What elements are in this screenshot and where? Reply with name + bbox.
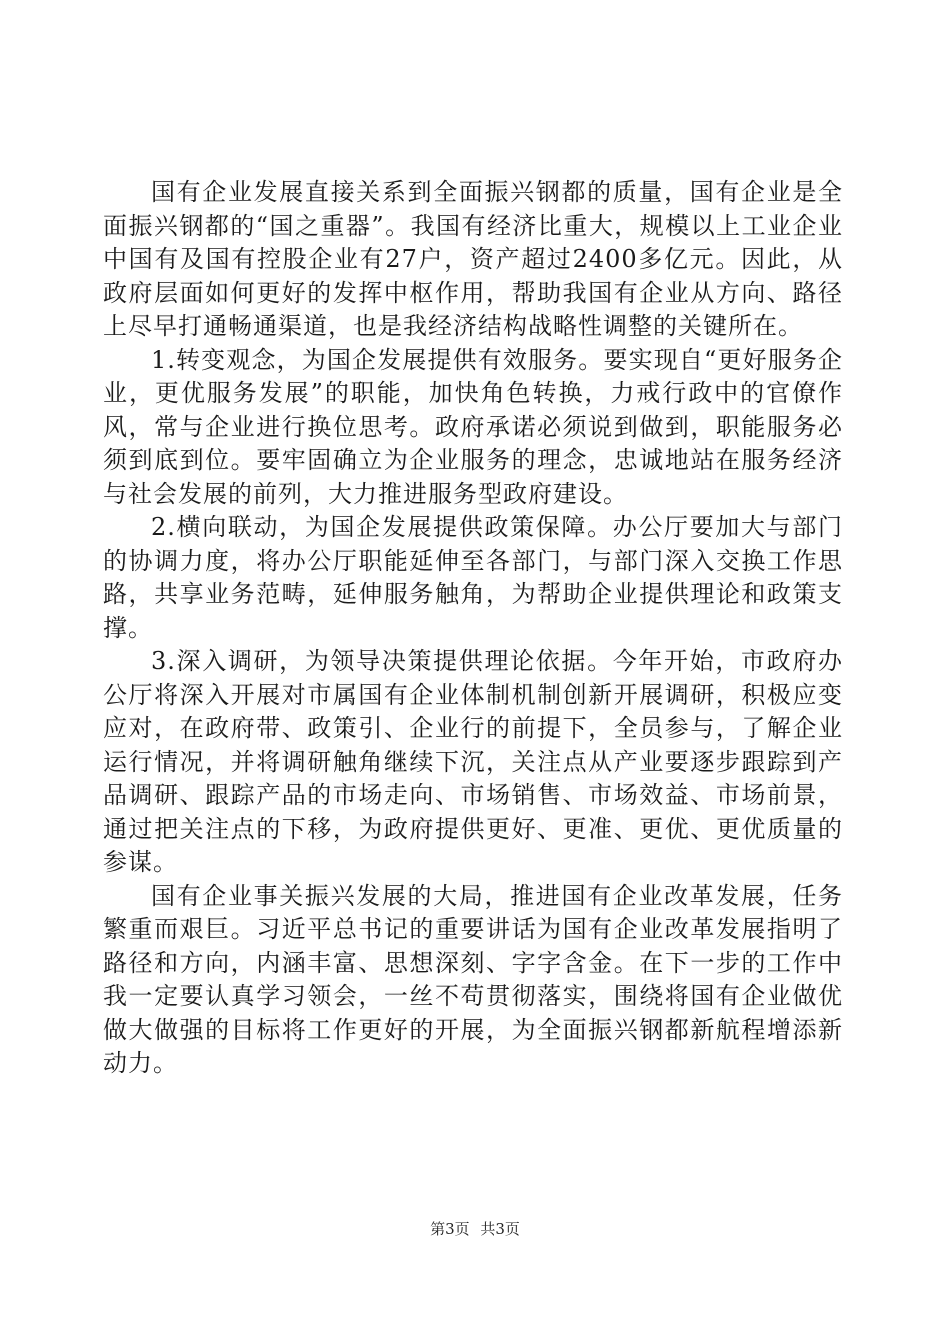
paragraph-point-2: 2.横向联动，为国企发展提供政策保障。办公厅要加大与部门的协调力度，将办公厅职能延伸至各部门，与部门深入交换工作思路，共享业务范畴，延伸服务触角，为帮助企业提供理论和政策支撑。 <box>103 513 843 642</box>
document-body <box>103 176 843 1081</box>
paragraph-intro: 国有企业发展直接关系到全面振兴钢都的质量，国有企业是全面振兴钢都的“国之重器”。我国有经济比重大，规模以上工业企业中国有及国有控股企业有27户，资产超过2400多亿元。因此，从政府层面如何更好的发挥中枢作用，帮助我国有企业从方向、路径上尽早打通畅通渠道，也是我经济结构战略性调整的关键所在。 <box>103 178 843 340</box>
page-footer <box>0 1218 950 1239</box>
paragraph-point-3: 3.深入调研，为领导决策提供理论依据。今年开始，市政府办公厅将深入开展对市属国有企业体制机制创新开展调研，积极应变应对，在政府带、政策引、企业行的前提下，全员参与，了解企业运行情况，并将调研触角继续下沉，关注点从产业要逐步跟踪到产品调研、跟踪产品的市场走向、市场销售、市场效益、市场前景，通过把关注点的下移，为政府提供更好、更准、更优、更优质量的参谋。 <box>103 647 843 876</box>
page-number: 第3页 <box>430 1220 470 1238</box>
page-total: 共3页 <box>480 1220 520 1238</box>
paragraph-point-1: 1.转变观念，为国企发展提供有效服务。要实现自“更好服务企业，更优服务发展”的职能，加快角色转换，力戒行政中的官僚作风，常与企业进行换位思考。政府承诺必须说到做到，职能服务必须到底到位。要牢固确立为企业服务的理念，忠诚地站在服务经济与社会发展的前列，大力推进服务型政府建设。 <box>103 345 843 508</box>
paragraph-conclusion: 国有企业事关振兴发展的大局，推进国有企业改革发展，任务繁重而艰巨。习近平总书记的重要讲话为国有企业改革发展指明了路径和方向，内涵丰富、思想深刻、字字含金。在下一步的工作中我一定要认真学习领会，一丝不苟贯彻落实，围绕将国有企业做优做大做强的目标将工作更好的开展，为全面振兴钢都新航程增添新动力。 <box>103 881 843 1077</box>
